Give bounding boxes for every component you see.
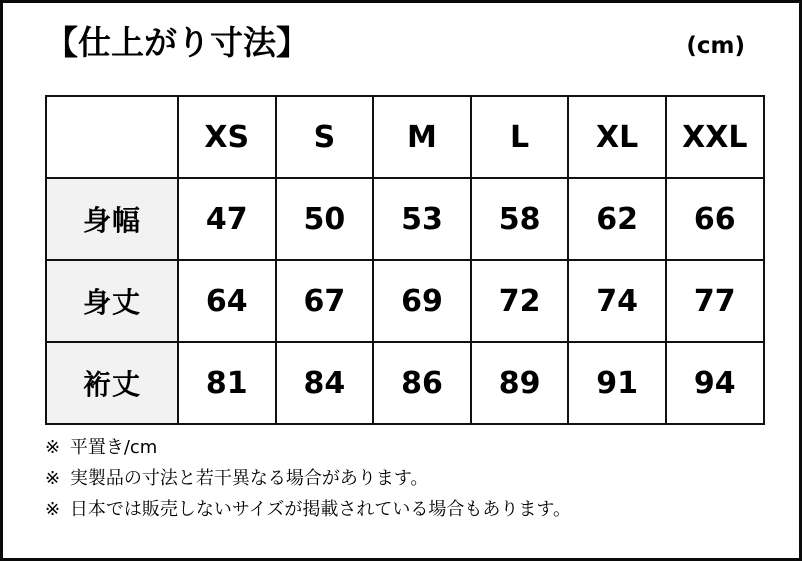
- row-label-sleeve-length: 裄丈: [46, 342, 178, 424]
- column-header-s: S: [276, 96, 374, 178]
- note-item: [45, 464, 775, 495]
- cell-chest-width-xxl: 66: [666, 178, 764, 260]
- cell-sleeve-length-m: 86: [373, 342, 471, 424]
- table-row: [46, 260, 764, 342]
- cell-sleeve-length-xs: 81: [178, 342, 276, 424]
- cell-body-length-s: 67: [276, 260, 374, 342]
- cell-chest-width-m: 53: [373, 178, 471, 260]
- cell-body-length-m: 69: [373, 260, 471, 342]
- note-text: 実製品の寸法と若干異なる場合があります。: [69, 467, 429, 489]
- row-label-body-length: 身丈: [46, 260, 178, 342]
- column-header-m: M: [373, 96, 471, 178]
- measurements-table: [45, 95, 765, 425]
- column-header-xs: XS: [178, 96, 276, 178]
- row-label-chest-width: 身幅: [46, 178, 178, 260]
- notes-list: [45, 433, 775, 526]
- cell-sleeve-length-l: 89: [471, 342, 569, 424]
- header: [45, 25, 763, 61]
- page-title: 【仕上がり寸法】: [45, 23, 309, 62]
- note-mark-icon: ※: [45, 498, 61, 520]
- cell-chest-width-xl: 62: [568, 178, 666, 260]
- table-header: [46, 96, 764, 178]
- note-text: 日本では販売しないサイズが掲載されている場合もあります。: [69, 498, 571, 520]
- note-mark-icon: ※: [45, 437, 61, 458]
- note-item: [45, 495, 775, 526]
- cell-body-length-xxl: 77: [666, 260, 764, 342]
- cell-sleeve-length-s: 84: [276, 342, 374, 424]
- cell-body-length-l: 72: [471, 260, 569, 342]
- cell-body-length-xl: 74: [568, 260, 666, 342]
- column-header-l: L: [471, 96, 569, 178]
- unit-label: (cm): [686, 33, 745, 60]
- table-header-row: [46, 96, 764, 178]
- cell-body-length-xs: 64: [178, 260, 276, 342]
- cell-sleeve-length-xl: 91: [568, 342, 666, 424]
- cell-chest-width-xs: 47: [178, 178, 276, 260]
- table-row: [46, 178, 764, 260]
- column-header-xxl: XXL: [666, 96, 764, 178]
- note-item: [45, 433, 775, 464]
- cell-chest-width-l: 58: [471, 178, 569, 260]
- table-corner-cell: [46, 96, 178, 178]
- note-text: 平置き/cm: [69, 437, 158, 458]
- cell-sleeve-length-xxl: 94: [666, 342, 764, 424]
- table-row: [46, 342, 764, 424]
- table-body: [46, 178, 764, 424]
- column-header-xl: XL: [568, 96, 666, 178]
- note-mark-icon: ※: [45, 467, 61, 489]
- cell-chest-width-s: 50: [276, 178, 374, 260]
